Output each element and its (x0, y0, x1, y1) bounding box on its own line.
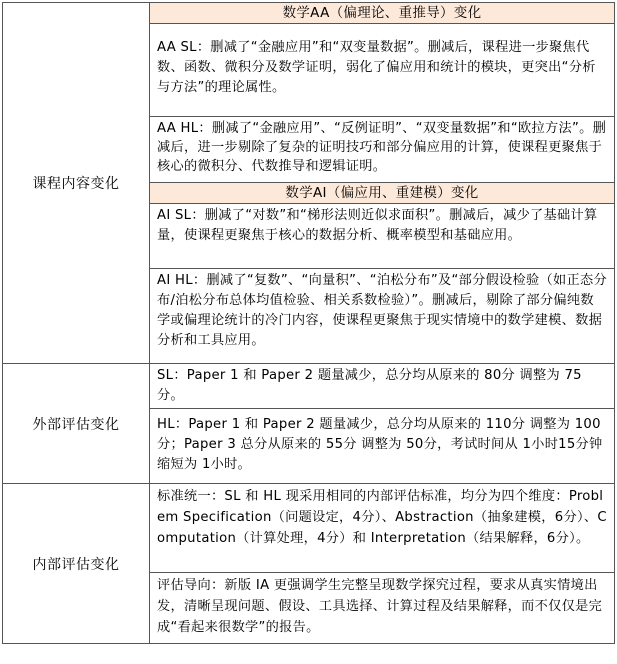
ai-section-header: 数学AI（偏应用、重建模）变化 (150, 183, 615, 204)
category-external-label: 外部评估变化 (32, 416, 120, 433)
internal-standard-text: 标准统一：SL 和 HL 现采用相同的内部评估标准，均分为四个维度：Problem Specification（问题设定，4分）、Abstraction（抽象建模，6分）、Computation（计算处理，4分）和 Interpretation（结果解释，6分）。 (157, 489, 607, 546)
aa-sl-text: AA SL：删减了“金融应用”和“双变量数据”。删减后，课程进一步聚焦代数、函数、微积分及数学证明，弱化了偏应用和统计的模块，更突出“分析与方法”的理论属性。 (157, 40, 596, 95)
category-external (3, 364, 150, 484)
row-external-sl (3, 364, 615, 409)
external-sl-text: SL：Paper 1 和 Paper 2 题量减少，总分均从原来的 80分 调整为 75分。 (157, 368, 582, 403)
aa-hl-text: AA HL：删减了“金融应用”、“反例证明”、“双变量数据”和“欧拉方法”。删减后，进一步剔除了复杂的证明技巧和部分偏应用的计算，使课程更聚焦于核心的微积分、代数推导和逻辑证明。 (157, 121, 607, 174)
category-curriculum-label: 课程内容变化 (32, 176, 120, 192)
ib-math-changes-table (2, 2, 615, 644)
category-internal-label: 内部评估变化 (32, 556, 120, 573)
ai-hl-text: AI HL：删减了“复数”、“向量积”、“泊松分布”及“部分假设检验（如正态分布/泊松分布总体均值检验、相关系数检验）”。删减后，剔除了部分偏纯数学或偏理论统计的冷门内容，使课程更聚焦于现实情境中的数学建模、数据分析和工具应用。 (157, 273, 607, 348)
category-internal (3, 484, 150, 644)
row-internal-standard (3, 484, 615, 573)
external-hl-text: HL：Paper 1 和 Paper 2 题量减少，总分均从原来的 110分 调整为 100分；Paper 3 总分从原来的 55分 调整为 50分，考试时间从 1小时15分钟 缩短为 1小时。 (157, 417, 603, 472)
row-curriculum-aa-header (3, 3, 615, 24)
aa-section-header: 数学AA（偏理论、重推导）变化 (150, 3, 615, 24)
category-curriculum (3, 3, 150, 364)
ai-sl-text: AI SL：删减了“对数”和“梯形法则近似求面积”。删减后，减少了基础计算量，使课程更聚焦于核心的数据分析、概率模型和基础应用。 (157, 208, 598, 243)
internal-guidance-text: 评估导向：新版 IA 更强调学生完整呈现数学探究过程，要求从真实情境出发，清晰呈现问题、假设、工具选择、计算过程及结果解释，而不仅仅是完成“看起来很数学”的报告。 (157, 578, 603, 635)
